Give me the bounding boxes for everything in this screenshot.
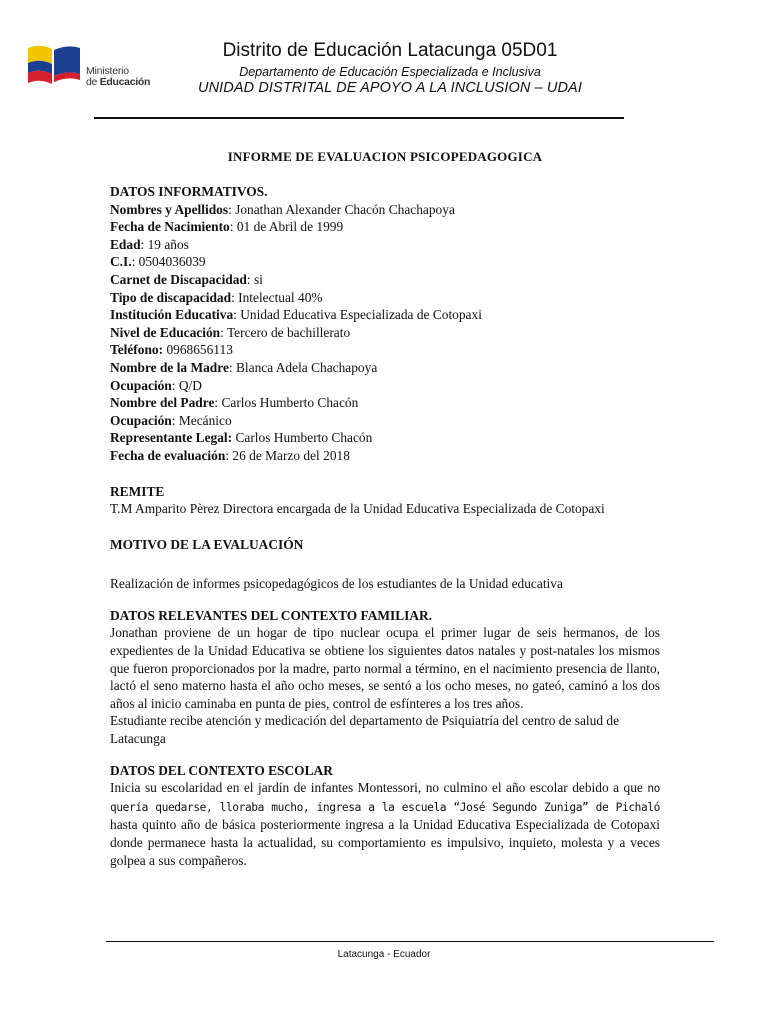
ecuador-flag-icon [26, 40, 88, 96]
field-row: Ocupación: Mecánico [110, 412, 232, 428]
field-row: Tipo de discapacidad: Intelectual 40% [110, 289, 323, 305]
field-row: Representante Legal: Carlos Humberto Chacón [110, 430, 373, 446]
field-row: Nombre del Padre: Carlos Humberto Chacón [110, 395, 359, 411]
field-row: Ocupación: Q/D [110, 377, 202, 393]
district-title: Distrito de Educación Latacunga 05D01 [222, 40, 558, 61]
datos-informativos-heading: DATOS INFORMATIVOS. [110, 184, 268, 199]
report-title: INFORME DE EVALUACION PSICOPEDAGOGICA [227, 149, 543, 164]
department-name: Departamento de Educación Especializada e Inclusiva [239, 65, 541, 79]
remite-heading: REMITE [110, 483, 165, 499]
ministerio-logo [26, 40, 166, 102]
footer-divider [106, 941, 714, 942]
motivo-text: Realización de informes psicopedagógicos de los estudiantes de la Unidad educativa [110, 576, 563, 592]
field-row: Nombres y Apellidos: Jonathan Alexander Chacón Chachapoya [110, 201, 455, 217]
field-row: C.I.: 0504036039 [110, 254, 206, 270]
unit-name: UNIDAD DISTRITAL DE APOYO A LA INCLUSION – UDAI [198, 80, 582, 96]
datos-informativos-fields [110, 201, 660, 465]
contexto-escolar-paragraph: Inicia su escolaridad en el jardín de infantes Montessori, no culmino el año escolar debido a que no quería quedarse, lloraba mucho, ingresa a la escuela “José Segundo Zuniga” de Pichaló hasta quinto año de básica posteriormente ingresa a la Unidad Educativa Especializada de Cotopaxi donde permanece hasta la actualidad, su comportamiento es impulsivo, inquieto, molesta y a veces golpea a sus compañeros. [110, 780, 660, 868]
logo-line-educacion: de Educación [86, 76, 151, 88]
field-row: Edad: 19 años [110, 236, 189, 252]
motivo-heading: MOTIVO DE LA EVALUACIÓN [110, 536, 304, 552]
logo-line-ministerio: Ministerio [86, 65, 129, 77]
field-row: Nombre de la Madre: Blanca Adela Chachapoya [110, 359, 378, 375]
field-row: Institución Educativa: Unidad Educativa Especializada de Cotopaxi [110, 307, 482, 323]
header-divider [94, 117, 624, 119]
field-row: Fecha de Nacimiento: 01 de Abril de 1999 [110, 219, 344, 235]
field-row: Carnet de Discapacidad: si [110, 271, 263, 287]
contexto-familiar-paragraph-2: Estudiante recibe atención y medicación del departamento de Psiquiatría del centro de salud de Latacunga [110, 713, 620, 747]
contexto-escolar-heading: DATOS DEL CONTEXTO ESCOLAR [110, 762, 333, 778]
contexto-familiar-heading: DATOS RELEVANTES DEL CONTEXTO FAMILIAR. [110, 607, 433, 623]
field-row: Fecha de evaluación: 26 de Marzo del 2018 [110, 447, 350, 463]
remite-text: T.M Amparito Pèrez Directora encargada de la Unidad Educativa Especializada de Cotopaxi [110, 501, 605, 517]
footer-location: Latacunga - Ecuador [337, 949, 431, 960]
field-row: Nivel de Educación: Tercero de bachillerato [110, 324, 351, 340]
report-body [110, 145, 660, 869]
logo-text [86, 66, 176, 88]
contexto-familiar-paragraph: Jonathan proviene de un hogar de tipo nuclear ocupa el primer lugar de seis hermanos, de los expedientes de la Unidad Educativa se obtiene los siguientes datos natales y post-natales los mismos que fueron proporcionados por la madre, parto normal a término, en el nacimiento presencia de llanto, lactó el seno materno hasta el año ocho meses, se sentó a los ocho meses, no gateó, caminó a los dos años al inicio caminaba en punta de pies, control de esfínteres a los tres años. [110, 625, 660, 711]
field-row: Teléfono: 0968656113 [110, 342, 233, 358]
